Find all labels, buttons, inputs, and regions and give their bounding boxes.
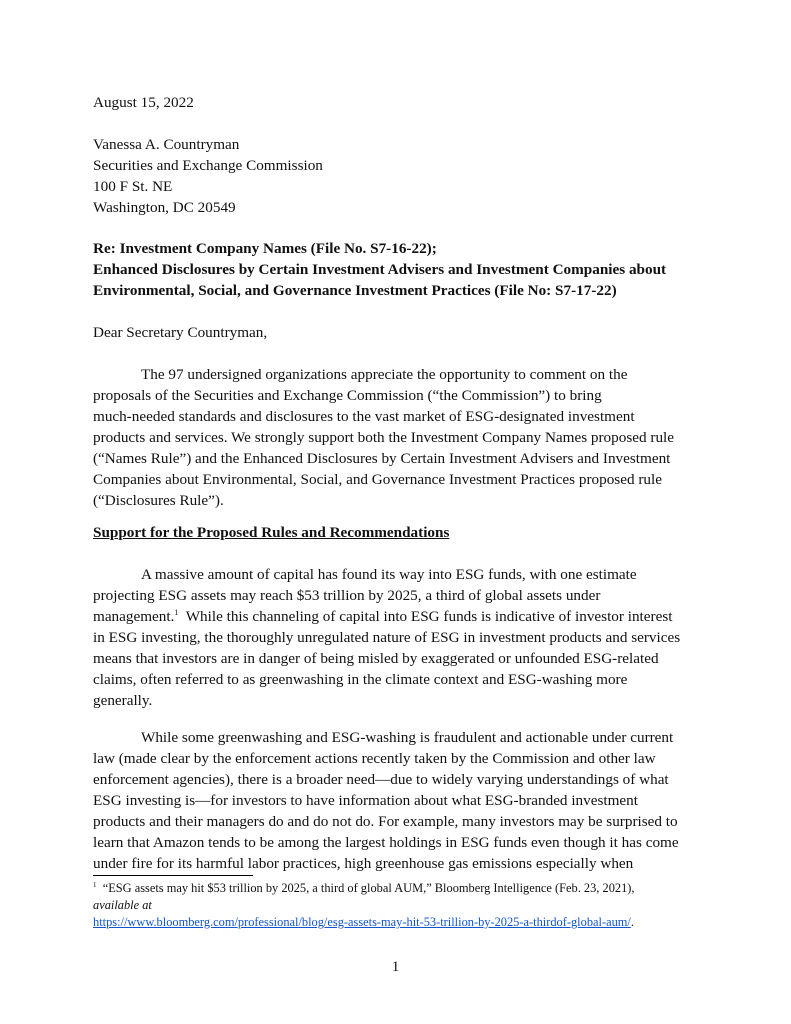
recipient-address [93,134,733,218]
section-heading: Support for the Proposed Rules and Recommendations [93,524,450,541]
footnote-divider [93,875,253,876]
re-line: Re: Investment Company Names (File No. S7-16-22); Enhanced Disclosures by Certain Investment Advisers and Investment Companies about Environmental, Social, and Governance Investment Practices (File No: S7-17-22) [93,240,667,299]
recipient-name: Vanessa A. Countryman [93,136,240,153]
recipient-street: 100 F St. NE [93,178,173,195]
salutation: Dear Secretary Countryman, [93,324,268,341]
recipient-org: Securities and Exchange Commission [93,157,323,174]
paragraph-1: The 97 undersigned organizations appreciate the opportunity to comment on the proposals of the Securities and Exchange Commission (“the Commission”) to bring much-needed standards and disclosures to the vast market of ESG-designated investment products and services. We strongly support both the Investment Company Names proposed rule (“Names Rule”) and the Enhanced Disclosures by Certain Investment Advisers and Investment Companies about Environmental, Social, and Governance Investment Practices proposed rule (“Disclosures Rule”). [93,366,674,509]
footnote-link[interactable]: https://www.bloomberg.com/professional/blog/esg-assets-may-hit-53-trillion-by-2025-a-thirdof-global-aum/ [93,915,631,929]
paragraph-3: While some greenwashing and ESG-washing is fraudulent and actionable under current law (made clear by the enforcement actions recently taken by the Commission and other law enforcement agencies), there is a broader need—due to widely varying understandings of what ESG investing is—for investors to have information about what ESG-branded investment products and their managers do and do not do. For example, many investors may be surprised to learn that Amazon tends to be among the largest holdings in ESG funds even though it has come under fire for its harmful labor practices, high greenhouse gas emissions especially when [93,729,679,872]
recipient-city: Washington, DC 20549 [93,199,236,216]
paragraph-2: A massive amount of capital has found its way into ESG funds, with one estimate projecting ESG assets may reach $53 trillion by 2025, a third of global assets under management.$^1$ While this channeling of capital into ESG funds is indicative of investor interest in ESG investing, the thoroughly unregulated nature of ESG in investment products and services means that investors are in danger of being misled by exaggerated or unfounded ESG-related claims, often referred to as greenwashing in the climate context and ESG-washing more generally. [93,566,681,709]
footnote-ref: 1 [174,608,179,617]
footnote-number: 1 [93,881,97,889]
letter-date: August 15, 2022 [93,94,194,111]
footnote: $^1$ “ESG assets may hit $53 trillion by 2025, a third of global AUM,” Bloomberg Intelligence (Feb. 23, 2021), available at https://www.bloomberg.com/professional/blog/esg-assets-may-hit-53-trillion-by-2025-a-thirdof-global-aum/. [93,881,635,929]
page-number: 1 [391,958,400,975]
